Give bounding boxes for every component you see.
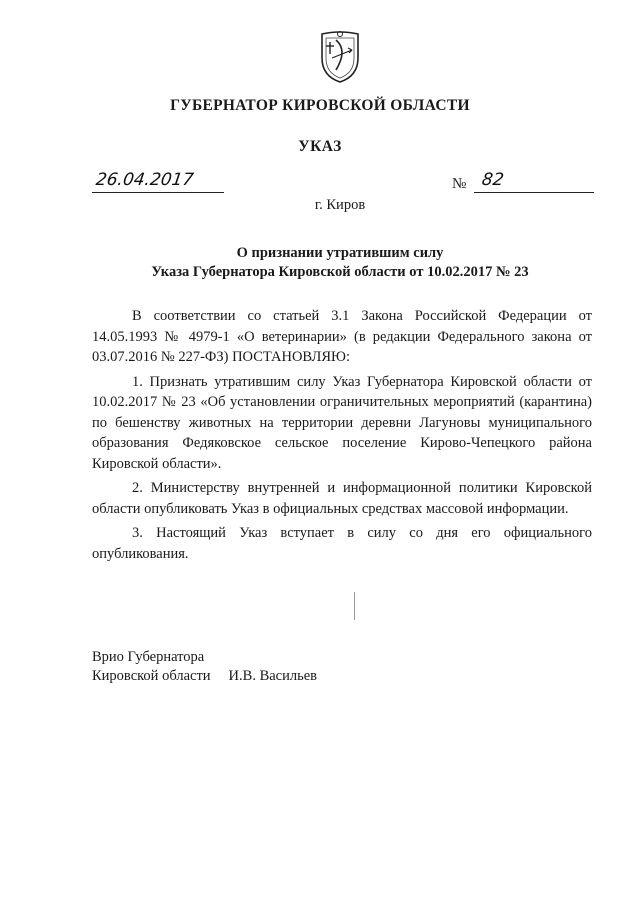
subject-line-2: Указа Губернатора Кировской области от 10.02.2017 № 23 <box>151 264 529 280</box>
document-body <box>92 306 592 568</box>
signature-block <box>92 648 317 686</box>
governor-title: ГУБЕРНАТОР КИРОВСКОЙ ОБЛАСТИ <box>170 97 470 114</box>
document-type: УКАЗ <box>298 138 342 155</box>
number-underline <box>474 192 594 193</box>
date-underline <box>92 192 224 193</box>
signatory-position-line-2: Кировской области <box>92 668 211 684</box>
preamble-paragraph: В соответствии со статьей 3.1 Закона Российской Федерации от 14.05.1993 № 4979-1 «О ветеринарии» (в редакции Федерального закона от 03.07.2016 № 227-ФЗ) ПОСТАНОВЛЯЮ: <box>92 308 592 365</box>
subject-line-1: О признании утратившим силу <box>236 245 444 261</box>
clause-2-paragraph: 2. Министерству внутренней и информационной политики Кировской области опубликовать Указ в официальных средствах массовой информации. <box>92 480 592 517</box>
signatory-name: И.В. Васильев <box>228 668 317 684</box>
handwritten-date: 26.04.2017 <box>94 170 195 190</box>
city-label: г. Киров <box>314 197 366 213</box>
number-sign: № <box>452 176 467 192</box>
kirov-coat-of-arms-icon <box>318 28 362 84</box>
handwritten-number: 82 <box>480 170 506 190</box>
scan-artifact-line <box>354 592 355 620</box>
clause-3-paragraph: 3. Настоящий Указ вступает в силу со дня его официального опубликования. <box>92 525 592 562</box>
signatory-position-line-1: Врио Губернатора <box>92 649 205 665</box>
clause-1-paragraph: 1. Признать утратившим силу Указ Губернатора Кировской области от 10.02.2017 № 23 «Об установлении ограничительных мероприятий (карантина) по бешенству животных на территории деревни Лагуновы муниципального образования Федяковское сельское поселение Кирово-Чепецкого района Кировской области». <box>92 373 592 472</box>
document-subject <box>0 244 640 282</box>
